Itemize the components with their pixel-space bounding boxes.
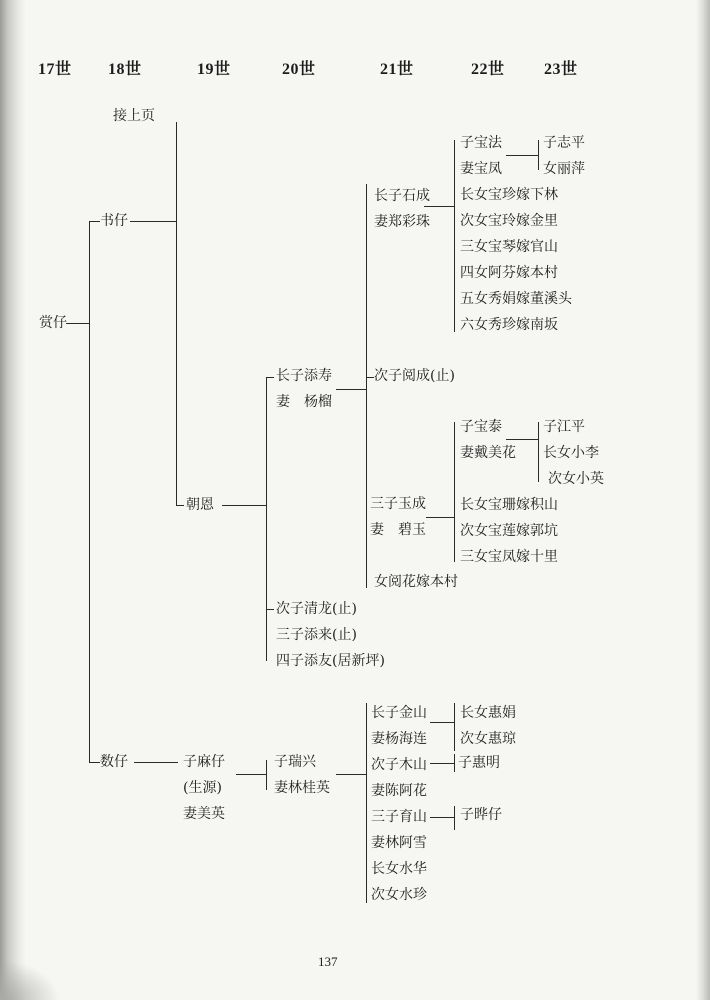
person-shuzai: 书仔 (100, 213, 128, 229)
connector (89, 221, 90, 763)
person-jiangping: 子江平 (543, 419, 585, 435)
page-number: 137 (318, 954, 338, 969)
person-tianshou-wife: 妻 杨榴 (276, 394, 332, 410)
connector (424, 206, 454, 207)
scan-shadow-corner (0, 960, 60, 1000)
continued-from-previous-page: 接上页 (113, 108, 155, 124)
connector (538, 422, 539, 482)
person-yucheng: 三子玉成 (370, 496, 426, 512)
connector (426, 517, 454, 518)
person-shuizhen: 次女水珍 (371, 887, 427, 903)
generation-23: 23世 (544, 61, 578, 78)
person-afen: 四女阿芬嫁本村 (460, 265, 558, 281)
generation-19: 19世 (197, 61, 231, 78)
person-qimeiying: 妻美英 (183, 806, 225, 822)
connector (176, 505, 184, 506)
connector (89, 762, 100, 763)
generation-21: 21世 (380, 61, 414, 78)
person-huazai: 子晔仔 (460, 807, 502, 823)
generation-20: 20世 (282, 61, 316, 78)
person-zhiping: 子志平 (543, 135, 585, 151)
person-baozhen: 长女宝珍嫁下林 (460, 187, 558, 203)
person-huiliang: 次女惠琼 (460, 731, 516, 747)
connector (366, 184, 367, 588)
connector (538, 140, 539, 170)
person-zimazai: 子麻仔 (183, 754, 225, 770)
person-mushan: 次子木山 (371, 757, 427, 773)
connector (454, 140, 455, 332)
person-huiming: 子惠明 (458, 755, 500, 771)
person-shicheng-wife: 妻郑彩珠 (374, 214, 430, 230)
connector (430, 722, 454, 723)
connector (454, 754, 455, 772)
person-daimeihua: 妻戴美花 (460, 445, 516, 461)
person-ruixing-wife: 妻林桂英 (274, 780, 330, 796)
person-yuehua: 女阅花嫁本村 (374, 574, 458, 590)
person-yucheng-wife: 妻 碧玉 (370, 522, 426, 538)
person-huijuan: 长女惠娟 (460, 705, 516, 721)
connector (336, 774, 366, 775)
person-shangzai: 赏仔 (39, 315, 67, 331)
person-chaoen: 朝恩 (186, 497, 214, 513)
connector (454, 806, 455, 830)
person-baotai: 子宝泰 (460, 419, 502, 435)
generation-22: 22世 (471, 61, 505, 78)
person-qinglong: 次子清龙(止) (276, 601, 357, 617)
connector (336, 389, 366, 390)
person-ruixing: 子瑞兴 (274, 754, 316, 770)
connector (236, 774, 266, 775)
person-tianshou: 长子添寿 (276, 368, 332, 384)
person-jinshan: 长子金山 (371, 705, 427, 721)
scan-shadow-right (696, 0, 710, 1000)
person-baoling: 次女宝玲嫁金里 (460, 213, 558, 229)
person-mushan-wife: 妻陈阿花 (371, 783, 427, 799)
connector (454, 703, 455, 751)
person-xiaoying: 次女小英 (548, 471, 604, 487)
connector (222, 505, 266, 506)
person-xiujuan: 五女秀娟嫁董溪头 (460, 291, 572, 307)
connector (130, 221, 176, 222)
scan-shadow-left (0, 0, 26, 1000)
person-shengyuan: (生源) (183, 780, 222, 796)
person-tianyou: 四子添友(居新坪) (276, 653, 385, 669)
person-jinshan-wife: 妻杨海连 (371, 731, 427, 747)
person-yushan-wife: 妻林阿雪 (371, 835, 427, 851)
connector (506, 155, 538, 156)
generation-17: 17世 (38, 61, 72, 78)
connector (89, 221, 100, 222)
connector (66, 323, 90, 324)
person-baofeng2: 三女宝凤嫁十里 (460, 549, 558, 565)
person-baofa: 子宝法 (460, 135, 502, 151)
person-shicheng: 长子石成 (374, 188, 430, 204)
person-baolian: 次女宝莲嫁郭坑 (460, 523, 558, 539)
connector (134, 762, 178, 763)
person-xiaoli: 长女小李 (543, 445, 599, 461)
person-baoqin: 三女宝琴嫁官山 (460, 239, 558, 255)
person-yushan: 三子育山 (371, 809, 427, 825)
connector (506, 439, 538, 440)
connector (266, 377, 274, 378)
connector (430, 817, 454, 818)
person-liping: 女丽萍 (543, 161, 585, 177)
person-baofeng: 妻宝凤 (460, 161, 502, 177)
connector (366, 703, 367, 903)
generation-18: 18世 (108, 61, 142, 78)
connector (430, 763, 454, 764)
connector (266, 609, 274, 610)
person-yuecheng: 次子阅成(止) (374, 368, 455, 384)
connector (266, 760, 267, 790)
person-tianlai: 三子添来(止) (276, 627, 357, 643)
connector (266, 377, 267, 661)
connector (176, 122, 177, 505)
person-xiuzhen: 六女秀珍嫁南坂 (460, 317, 558, 333)
person-baoshan: 长女宝珊嫁积山 (460, 497, 558, 513)
person-shuzai2: 数仔 (100, 754, 128, 770)
connector (366, 377, 374, 378)
person-shuihua: 长女水华 (371, 861, 427, 877)
connector (454, 422, 455, 562)
